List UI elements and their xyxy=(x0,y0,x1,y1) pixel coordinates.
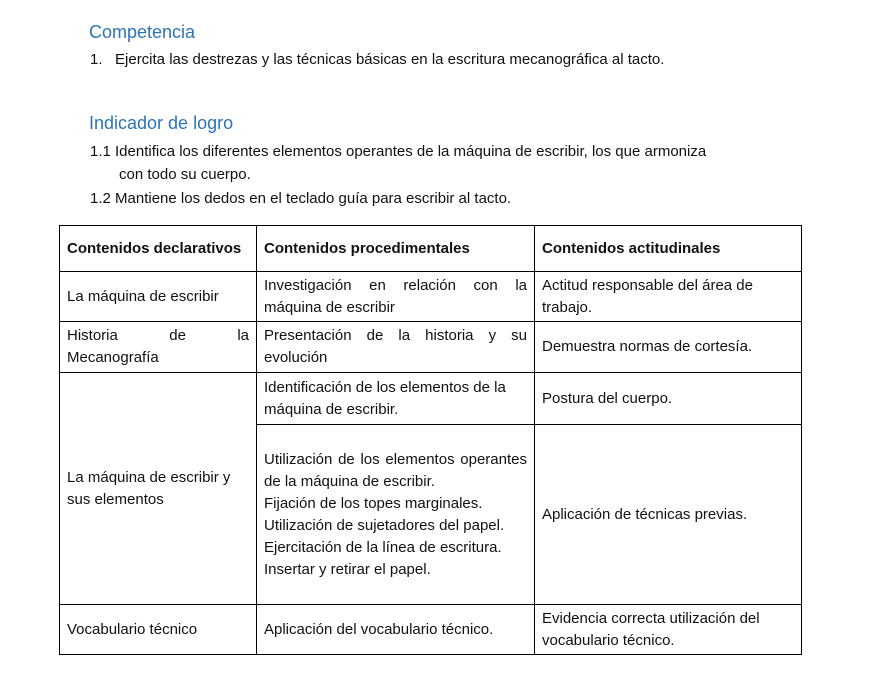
procedimiento-item: Utilización de los elementos operantes de la máquina de escribir. xyxy=(264,450,527,490)
cell-declarativo: Vocabulario técnico xyxy=(60,605,257,655)
table-header-row xyxy=(60,226,802,272)
procedimiento-item: Insertar y retirar el papel. xyxy=(264,560,431,578)
cell-actitudinal: Demuestra normas de cortesía. xyxy=(535,322,802,373)
header-actitudinales: Contenidos actitudinales xyxy=(535,226,802,272)
table-row xyxy=(60,605,802,655)
cell-procedimental: Presentación de la historia y su evolución xyxy=(257,322,535,373)
cell-actitudinal: Aplicación de técnicas previas. xyxy=(535,425,802,605)
contenidos-table xyxy=(59,225,802,655)
header-declarativos: Contenidos declarativos xyxy=(60,226,257,272)
cell-actitudinal: Evidencia correcta utilización del vocabulario técnico. xyxy=(535,605,802,655)
header-procedimentales: Contenidos procedimentales xyxy=(257,226,535,272)
cell-procedimental: Identificación de los elementos de la máquina de escribir. xyxy=(257,373,535,425)
cell-declarativo: La máquina de escribir y sus elementos xyxy=(60,373,257,605)
cell-procedimental-list xyxy=(257,425,535,605)
indicador-heading: Indicador de logro xyxy=(89,113,234,133)
cell-declarativo: Historia de la Mecanografía xyxy=(60,322,257,373)
cell-actitudinal: Actitud responsable del área de trabajo. xyxy=(535,272,802,322)
indicador-item-1-line-2: con todo su cuerpo. xyxy=(119,166,251,183)
procedimiento-item: Fijación de los topes marginales. xyxy=(264,494,483,512)
cell-procedimental: Investigación en relación con la máquina de escribir xyxy=(257,272,535,322)
competencia-heading: Competencia xyxy=(89,22,196,42)
indicador-item-2: 1.2 Mantiene los dedos en el teclado guía para escribir al tacto. xyxy=(90,190,512,207)
cell-actitudinal: Postura del cuerpo. xyxy=(535,373,802,425)
table-row xyxy=(60,272,802,322)
procedimiento-item: Utilización de sujetadores del papel. xyxy=(264,516,505,534)
cell-procedimental: Aplicación del vocabulario técnico. xyxy=(257,605,535,655)
procedimiento-item: Ejercitación de la línea de escritura. xyxy=(264,538,502,556)
competencia-item-1: 1. Ejercita las destrezas y las técnicas básicas en la escritura mecanográfica al tacto. xyxy=(90,51,665,68)
cell-declarativo: La máquina de escribir xyxy=(60,272,257,322)
indicador-item-1-line-1: 1.1 Identifica los diferentes elementos operantes de la máquina de escribir, los que armoniza xyxy=(90,143,707,160)
table-row xyxy=(60,373,802,425)
table-row xyxy=(60,322,802,373)
